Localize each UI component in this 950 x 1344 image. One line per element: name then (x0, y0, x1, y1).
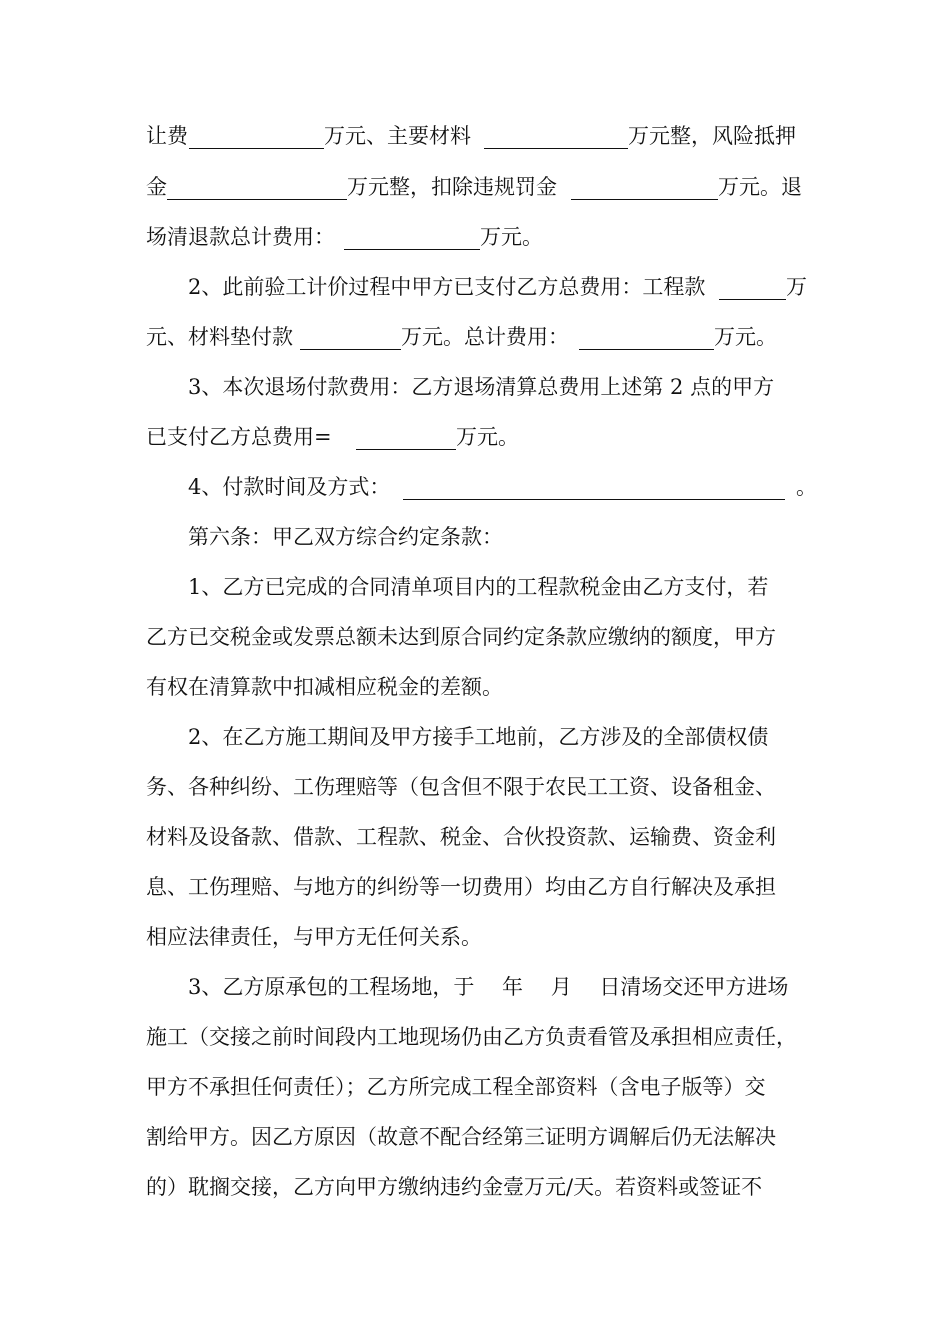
text-segment: 有权在清算款中扣减相应税金的差额。 (146, 675, 503, 699)
fill-blank-exit-payment[interactable] (356, 449, 456, 450)
fill-blank-risk-deposit[interactable] (167, 199, 347, 200)
text-segment: 元、材料垫付款 (146, 325, 293, 349)
text-segment: 万元整，扣除违规罚金 (347, 175, 557, 199)
text-segment: 万元。 (714, 325, 777, 349)
text-segment: 材料及设备款、借款、工程款、税金、合伙投资款、运输费、资金利 (146, 825, 776, 849)
text-segment: 场清退款总计费用： (146, 225, 335, 249)
text-segment: 3、本次退场付款费用：乙方退场清算总费用上述第 2 点的甲方 (188, 375, 775, 399)
text-segment: 4、付款时间及方式： (188, 475, 391, 499)
text-segment: 甲方不承担任何责任）；乙方所完成工程全部资料（含电子版等）交 (146, 1075, 766, 1099)
text-segment: 已支付乙方总费用= (146, 425, 332, 449)
fill-blank-material-advance[interactable] (300, 349, 401, 350)
text-segment: 息、工伤理赔、与地方的纠纷等一切费用）均由乙方自行解决及承担 (146, 875, 776, 899)
text-segment: 割给甲方。因乙方原因（故意不配合经第三证明方调解后仍无法解决 (146, 1125, 776, 1149)
text-segment: 3、乙方原承包的工程场地，于 年 月 日清场交还甲方进场 (188, 975, 789, 999)
text-segment: 务、各种纠纷、工伤理赔等（包含但不限于农民工工资、设备租金、 (146, 775, 776, 799)
text-segment: 万 (786, 275, 807, 299)
text-segment: 万元整，风险抵押 (628, 124, 796, 148)
text-segment: 。 (796, 475, 817, 499)
fill-blank-project-payment[interactable] (719, 299, 786, 300)
fill-blank-total-paid[interactable] (579, 349, 714, 350)
fill-blank-penalty[interactable] (571, 199, 718, 200)
text-segment: 万元。 (456, 425, 519, 449)
text-segment: 相应法律责任，与甲方无任何关系。 (146, 925, 482, 949)
text-segment: 万元、主要材料 (324, 124, 471, 148)
text-segment: 2、在乙方施工期间及甲方接手工地前，乙方涉及的全部债权债 (188, 725, 769, 749)
text-segment: 让费 (146, 124, 188, 148)
text-segment: 2、此前验工计价过程中甲方已支付乙方总费用：工程款 (188, 275, 706, 299)
text-segment: 万元。 (480, 225, 543, 249)
text-segment: 金 (146, 175, 167, 199)
fill-blank-refund-total[interactable] (344, 249, 480, 250)
text-segment: 施工（交接之前时间段内工地现场仍由乙方负责看管及承担相应责任， (146, 1025, 797, 1049)
text-segment: 1、乙方已完成的合同清单项目内的工程款税金由乙方支付，若 (188, 575, 769, 599)
text-segment: 第六条：甲乙双方综合约定条款： (188, 525, 503, 549)
text-segment: 的）耽搁交接，乙方向甲方缴纳违约金壹万元/天。若资料或签证不 (146, 1175, 763, 1199)
text-segment: 万元。退 (718, 175, 802, 199)
text-segment: 万元。总计费用： (401, 325, 569, 349)
fill-blank-transfer-fee[interactable] (189, 148, 324, 149)
fill-blank-payment-method[interactable] (403, 499, 785, 500)
fill-blank-main-materials[interactable] (484, 148, 628, 149)
text-segment: 乙方已交税金或发票总额未达到原合同约定条款应缴纳的额度，甲方 (146, 625, 776, 649)
